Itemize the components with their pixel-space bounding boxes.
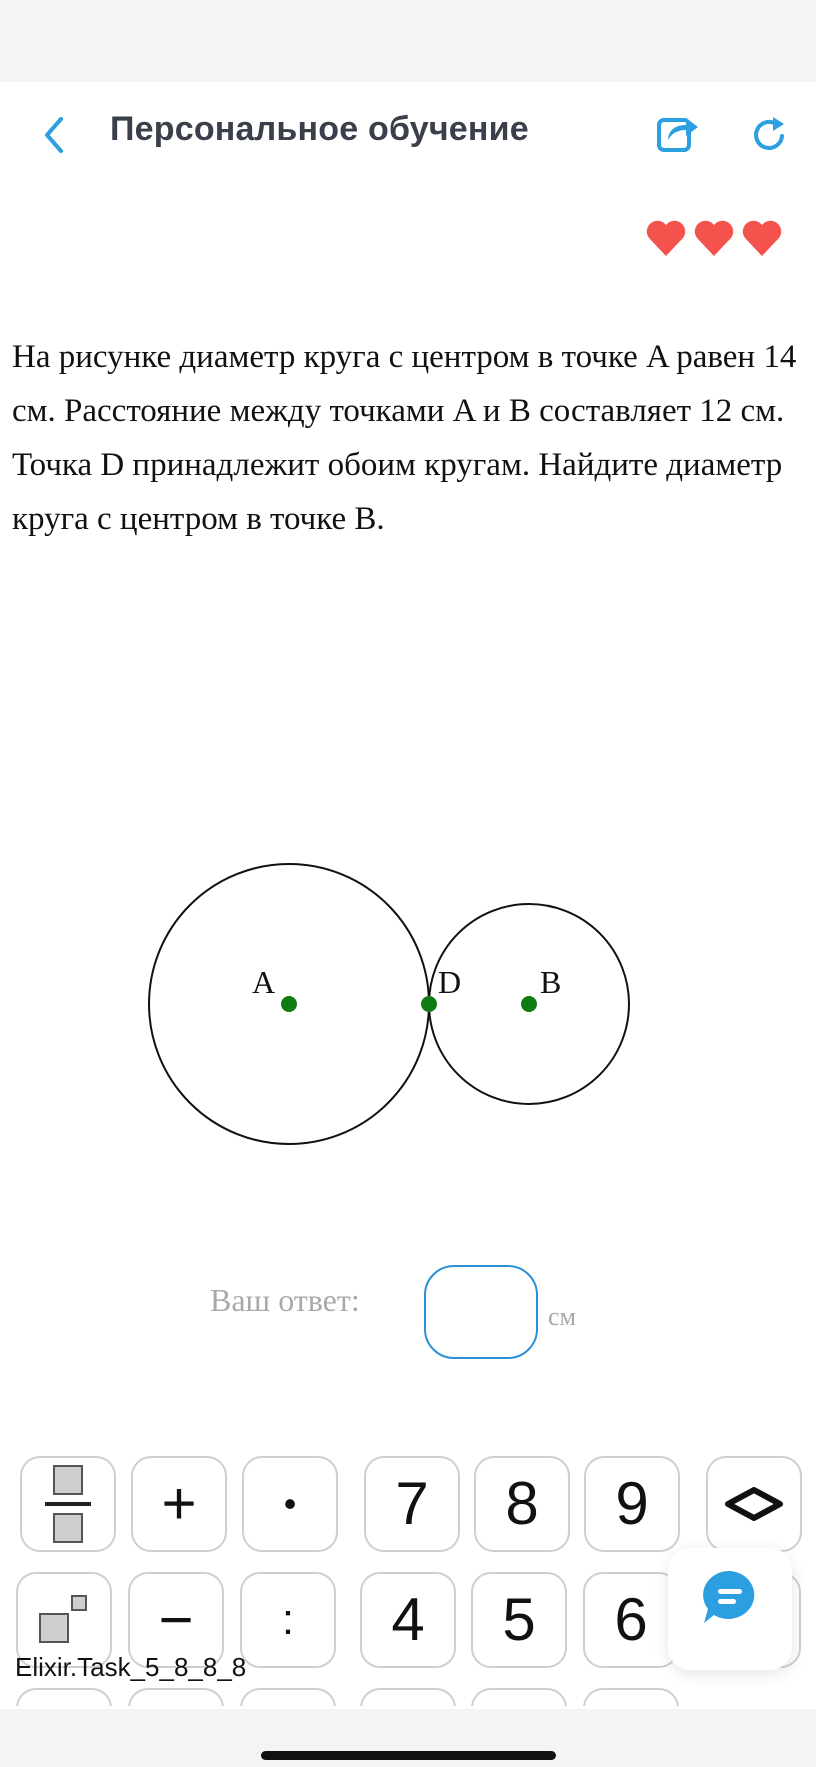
page-title: Персональное обучение: [110, 110, 529, 148]
app-screen: [0, 82, 816, 1709]
answer-unit: см: [548, 1302, 576, 1331]
heart-icon: [692, 216, 736, 260]
refresh-button[interactable]: [748, 114, 790, 156]
question-text: На рисунке диаметр круга с центром в точке A равен 14 см. Расстояние между точками A и B составляет 12 см. Точка D принадлежит обоим кругам. Найдите диаметр круга с центром в точке B.: [12, 339, 797, 537]
eight-key-label: 8: [505, 1470, 539, 1537]
nine-key-label: 9: [615, 1470, 649, 1537]
seven-key[interactable]: [364, 1456, 460, 1552]
heart-icon: [644, 216, 688, 260]
power-icon: [38, 1594, 90, 1646]
keypad-key[interactable]: [360, 1688, 456, 1706]
nine-key[interactable]: [584, 1456, 680, 1552]
plus-key[interactable]: [131, 1456, 227, 1552]
plus-key-label: +: [161, 1470, 197, 1537]
geometry-diagram: [0, 772, 816, 1192]
point-b: [521, 996, 537, 1012]
keypad-key[interactable]: [128, 1688, 224, 1706]
backspace-icon: [724, 1484, 784, 1524]
six-key[interactable]: [583, 1572, 679, 1668]
backspace-key[interactable]: [706, 1456, 802, 1552]
chat-button[interactable]: [700, 1567, 760, 1627]
keypad-key[interactable]: [471, 1688, 567, 1706]
task-id: Elixir.Task_5_8_8_8: [15, 1652, 247, 1682]
header: [0, 82, 816, 186]
home-indicator[interactable]: [261, 1751, 556, 1760]
multiply-key[interactable]: [242, 1456, 338, 1552]
fraction-key[interactable]: [20, 1456, 116, 1552]
minus-key-label: −: [158, 1586, 194, 1653]
six-key-label: 6: [614, 1586, 648, 1653]
chat-bubble-icon: [700, 1567, 760, 1627]
answer-input[interactable]: [424, 1265, 538, 1359]
point-d: [421, 996, 437, 1012]
point-b-label: B: [540, 964, 562, 1000]
five-key[interactable]: [471, 1572, 567, 1668]
four-key[interactable]: [360, 1572, 456, 1668]
divide-key[interactable]: [240, 1572, 336, 1668]
share-button[interactable]: [656, 110, 700, 154]
share-icon: [656, 110, 700, 154]
point-a-label: A: [252, 964, 276, 1000]
refresh-icon: [748, 114, 790, 156]
lives-indicator: [644, 216, 804, 262]
keypad-key[interactable]: [240, 1688, 336, 1706]
five-key-label: 5: [502, 1586, 536, 1653]
fraction-icon: [43, 1464, 93, 1544]
seven-key-label: 7: [395, 1470, 429, 1537]
divide-key-label: :: [281, 1595, 295, 1644]
multiply-key-label: •: [283, 1483, 297, 1524]
eight-key[interactable]: [474, 1456, 570, 1552]
answer-label: Ваш ответ:: [210, 1282, 360, 1318]
four-key-label: 4: [391, 1586, 425, 1653]
chevron-left-icon: [41, 115, 67, 155]
point-a: [281, 996, 297, 1012]
keypad-key[interactable]: [16, 1688, 112, 1706]
heart-icon: [740, 216, 784, 260]
point-d-label: D: [438, 964, 462, 1000]
back-button[interactable]: [34, 112, 74, 158]
keypad-key[interactable]: [583, 1688, 679, 1706]
